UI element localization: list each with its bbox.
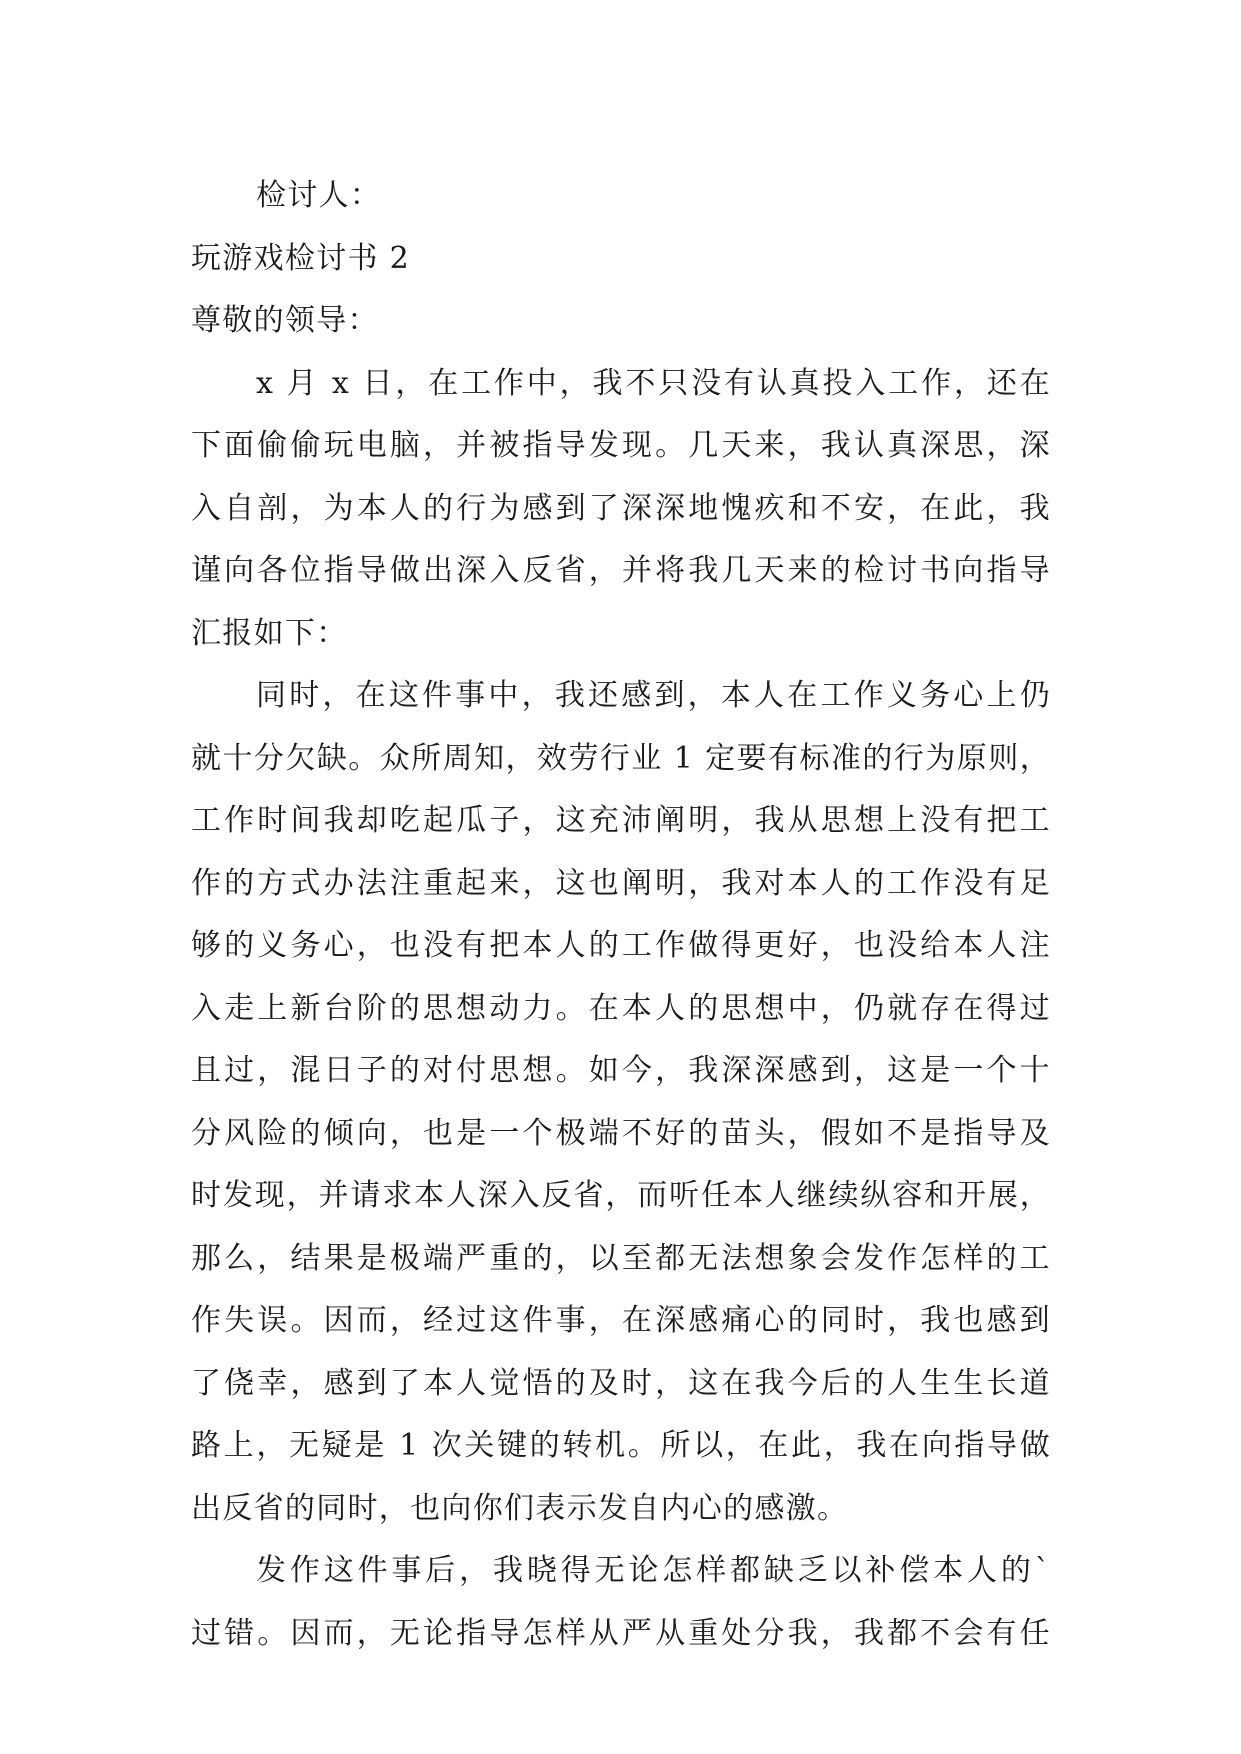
paragraph-line: 谨向各位指导做出深入反省，并将我几天来的检讨书向指导 — [191, 553, 1051, 588]
salutation: 尊敬的领导： — [191, 303, 379, 338]
paragraph-line: 下面偷偷玩电脑，并被指导发现。几天来，我认真深思，深 — [191, 428, 1051, 463]
paragraph-1 — [191, 353, 1051, 666]
paragraph-line: 分风险的倾向，也是一个极端不好的苗头，假如不是指导及 — [191, 1115, 1051, 1151]
paragraph-line: 就十分欠缺。众所周知，效劳行业 1 定要有标准的行为原则， — [191, 740, 1051, 776]
paragraph-line: 工作时间我却吃起瓜子，这充沛阐明，我从思想上没有把工 — [191, 803, 1051, 838]
paragraph-line: 作的方式办法注重起来，这也阐明，我对本人的工作没有足 — [191, 865, 1051, 901]
paragraph-line: 且过，混日子的对付思想。如今，我深深感到，这是一个十 — [191, 1053, 1051, 1088]
paragraph-line: 同时，在这件事中，我还感到，本人在工作义务心上仍 — [256, 678, 1051, 713]
paragraph-line: 时发现，并请求本人深入反省，而听任本人继续纵容和开展， — [191, 1178, 1051, 1213]
paragraph-line: 那么，结果是极端严重的，以至都无法想象会发作怎样的工 — [191, 1240, 1051, 1276]
paragraph-line: 发作这件事后，我晓得无论怎样都缺乏以补偿本人的` — [256, 1553, 1051, 1588]
paragraph-line: 作失误。因而，经过这件事，在深感痛心的同时，我也感到 — [191, 1303, 1051, 1338]
paragraph-line: 入走上新台阶的思想动力。在本人的思想中，仍就存在得过 — [191, 990, 1051, 1026]
paragraph-line: 过错。因而，无论指导怎样从严从重处分我，我都不会有任 — [191, 1615, 1051, 1651]
paragraph-3 — [191, 1540, 1051, 1665]
paragraph-line: 路上，无疑是 1 次关键的转机。所以，在此，我在向指导做 — [191, 1428, 1051, 1463]
paragraph-line: 够的义务心，也没有把本人的工作做得更好，也没给本人注 — [191, 928, 1051, 963]
paragraph-2 — [191, 665, 1051, 1540]
paragraph-line: x 月 x 日，在工作中，我不只没有认真投入工作，还在 — [256, 365, 1051, 401]
document-heading: 玩游戏检讨书 2 — [191, 240, 411, 276]
paragraph-line: 入自剖，为本人的行为感到了深深地愧疚和不安，在此，我 — [191, 490, 1051, 526]
paragraph-line: 出反省的同时，也向你们表示发自内心的感激。 — [191, 1490, 849, 1526]
signature-line: 检讨人： — [256, 178, 382, 213]
paragraph-line: 汇报如下： — [191, 615, 348, 651]
paragraph-line: 了侥幸，感到了本人觉悟的及时，这在我今后的人生生长道 — [191, 1365, 1051, 1401]
document-body — [191, 165, 1051, 1665]
